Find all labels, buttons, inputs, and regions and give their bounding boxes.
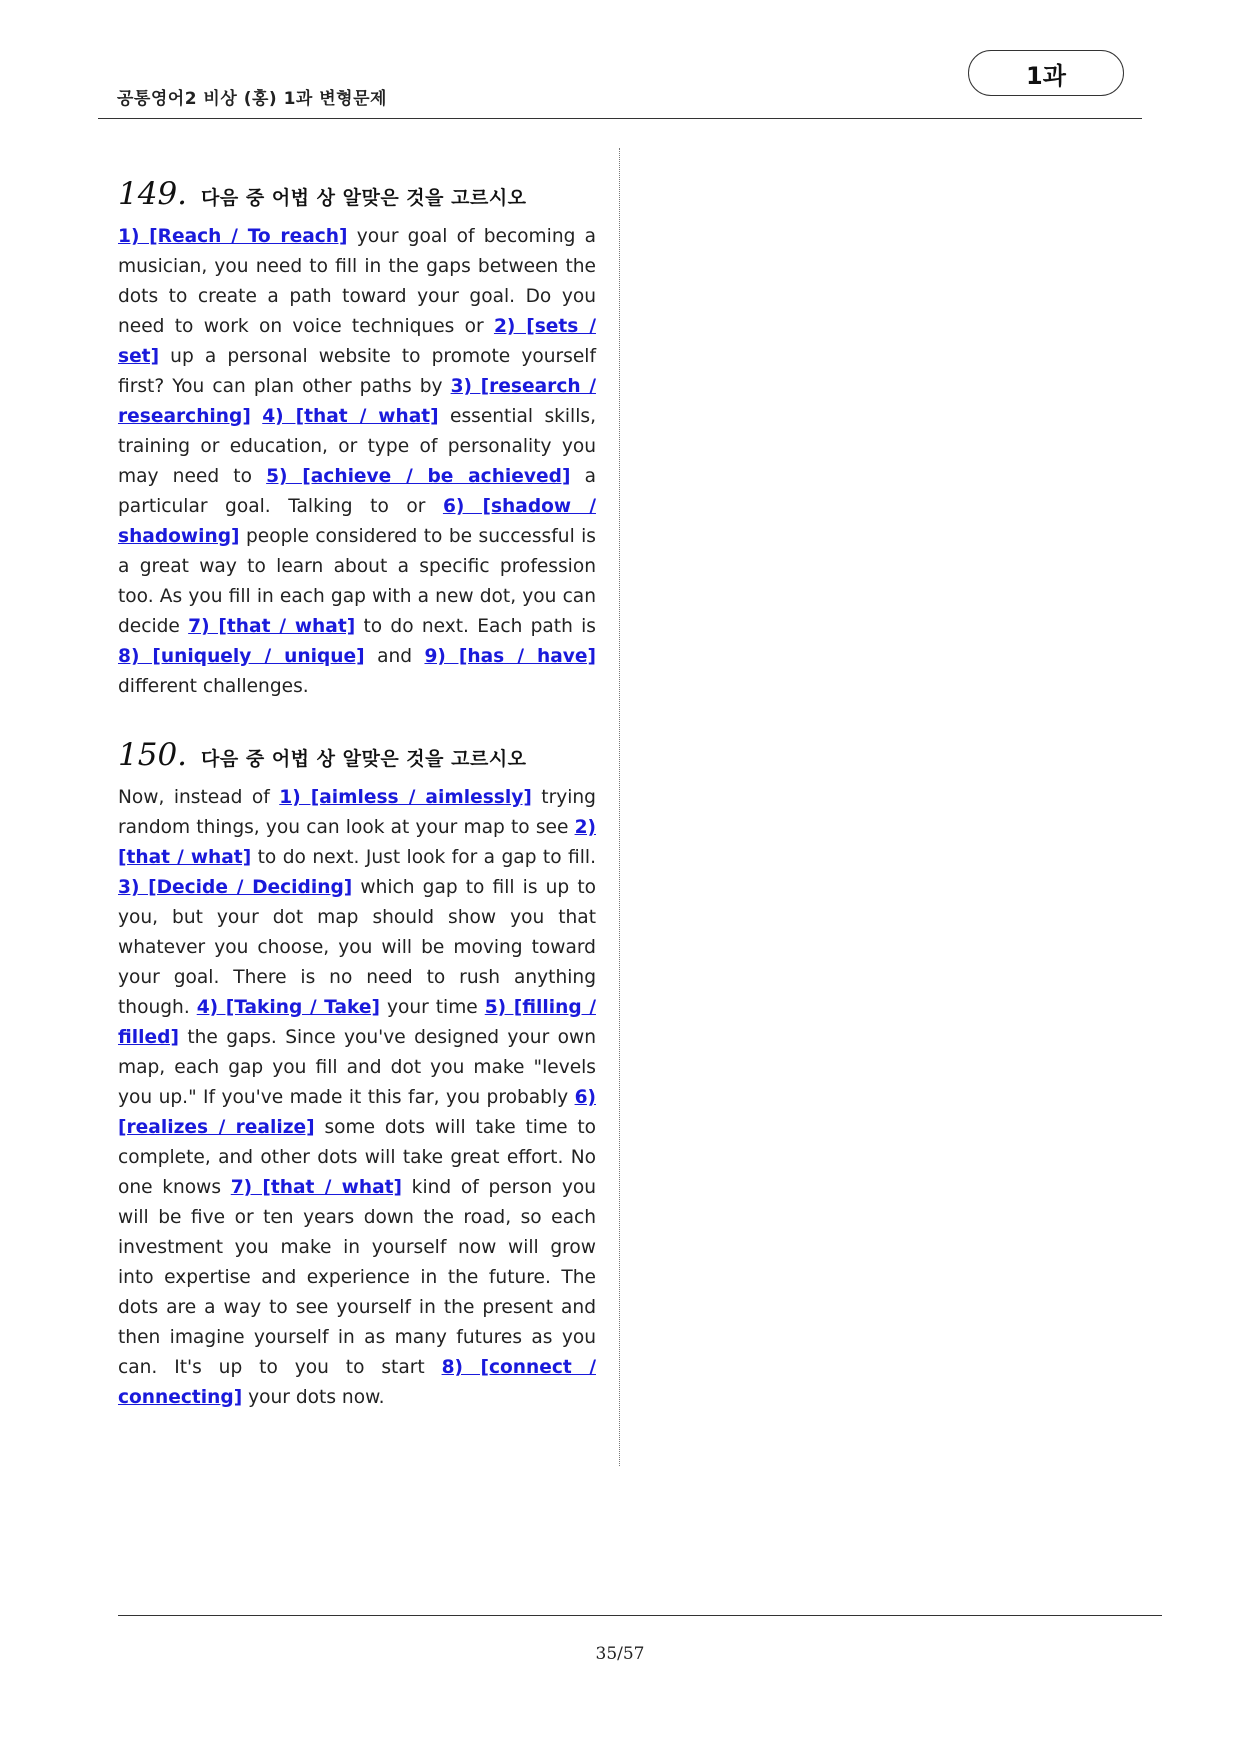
passage-text (251, 406, 262, 427)
chapter-badge: 1과 (968, 50, 1124, 96)
answer-choice-blank[interactable]: 2) [that / what] (118, 817, 596, 868)
answer-choice-blank[interactable]: 2) [sets / set] (118, 316, 596, 367)
passage-text: a particular goal. Talking to or (118, 466, 597, 517)
question-150 (118, 737, 596, 1413)
question-heading (118, 176, 596, 212)
answer-choice-blank[interactable]: 4) [that / what] (262, 406, 439, 427)
footer-divider (118, 1615, 1162, 1616)
passage-text: different challenges. (118, 676, 309, 697)
passage-text: trying random things, you can look at your map to see (118, 787, 596, 838)
question-heading (118, 737, 596, 773)
question-prompt: 다음 중 어법 상 알맞은 것을 고르시오 (201, 187, 527, 209)
question-passage (118, 783, 596, 1413)
page-number: 35/57 (595, 1644, 645, 1664)
answer-choice-blank[interactable]: 1) [aimless / aimlessly] (279, 787, 532, 808)
question-passage (118, 222, 596, 702)
answer-choice-blank[interactable]: 3) [Decide / Deciding] (118, 877, 353, 898)
answer-choice-blank[interactable]: 3) [research / researching] (118, 376, 596, 427)
question-149 (118, 176, 596, 702)
question-number: 150. (118, 737, 188, 773)
passage-text: your dots now. (242, 1387, 385, 1408)
answer-choice-blank[interactable]: 5) [achieve / be achieved] (266, 466, 571, 487)
header-divider (98, 118, 1142, 119)
passage-text: kind of person you will be five or ten years down the road, so each investment you make in yourself now will grow into expertise and experience in the future. The dots are a way to see yourself in the present and then imagine yourself in as many futures as you can. It's up to you to start (118, 1177, 596, 1378)
passage-text: your goal of becoming a musician, you need to fill in the gaps between the dots to create a path toward your goal. Do you need to work on voice techniques or (118, 226, 596, 337)
question-prompt: 다음 중 어법 상 알맞은 것을 고르시오 (201, 748, 527, 770)
question-number: 149. (118, 176, 188, 212)
passage-text: to do next. Each path is (355, 616, 596, 637)
answer-choice-blank[interactable]: 6) [realizes / realize] (118, 1087, 596, 1138)
answer-choice-blank[interactable]: 7) [that / what] (188, 616, 356, 637)
answer-choice-blank[interactable]: 6) [shadow / shadowing] (118, 496, 596, 547)
passage-text: and (364, 646, 425, 667)
passage-text: up a personal website to promote yourself first? You can plan other paths by (118, 346, 596, 397)
column-divider (619, 148, 620, 1466)
answer-choice-blank[interactable]: 5) [filling / filled] (118, 997, 596, 1048)
passage-text: the gaps. Since you've designed your own map, each gap you fill and dot you make "levels you up." If you've made it this far, you probably (118, 1027, 596, 1108)
answer-choice-blank[interactable]: 4) [Taking / Take] (196, 997, 380, 1018)
answer-choice-blank[interactable]: 1) [Reach / To reach] (118, 226, 348, 247)
passage-text: some dots will take time to complete, and other dots will take great effort. No one knows (118, 1117, 596, 1198)
passage-text: your time (379, 997, 485, 1018)
answer-choice-blank[interactable]: 7) [that / what] (230, 1177, 403, 1198)
answer-choice-blank[interactable]: 9) [has / have] (424, 646, 596, 667)
passage-text: people considered to be successful is a great way to learn about a specific profession too. As you fill in each gap with a new dot, you can decide (118, 526, 596, 637)
passage-text: to do next. Just look for a gap to fill. (251, 847, 596, 868)
document-title: 공통영어2 비상 (홍) 1과 변형문제 (117, 89, 387, 109)
passage-text: essential skills, training or education, or type of personality you may need to (118, 406, 596, 487)
passage-text: which gap to fill is up to you, but your dot map should show you that whatever you choose, you will be moving toward your goal. There is no need to rush anything though. (118, 877, 596, 1018)
answer-choice-blank[interactable]: 8) [connect / connecting] (118, 1357, 596, 1408)
passage-text: Now, instead of (118, 787, 280, 808)
answer-choice-blank[interactable]: 8) [uniquely / unique] (118, 646, 365, 667)
